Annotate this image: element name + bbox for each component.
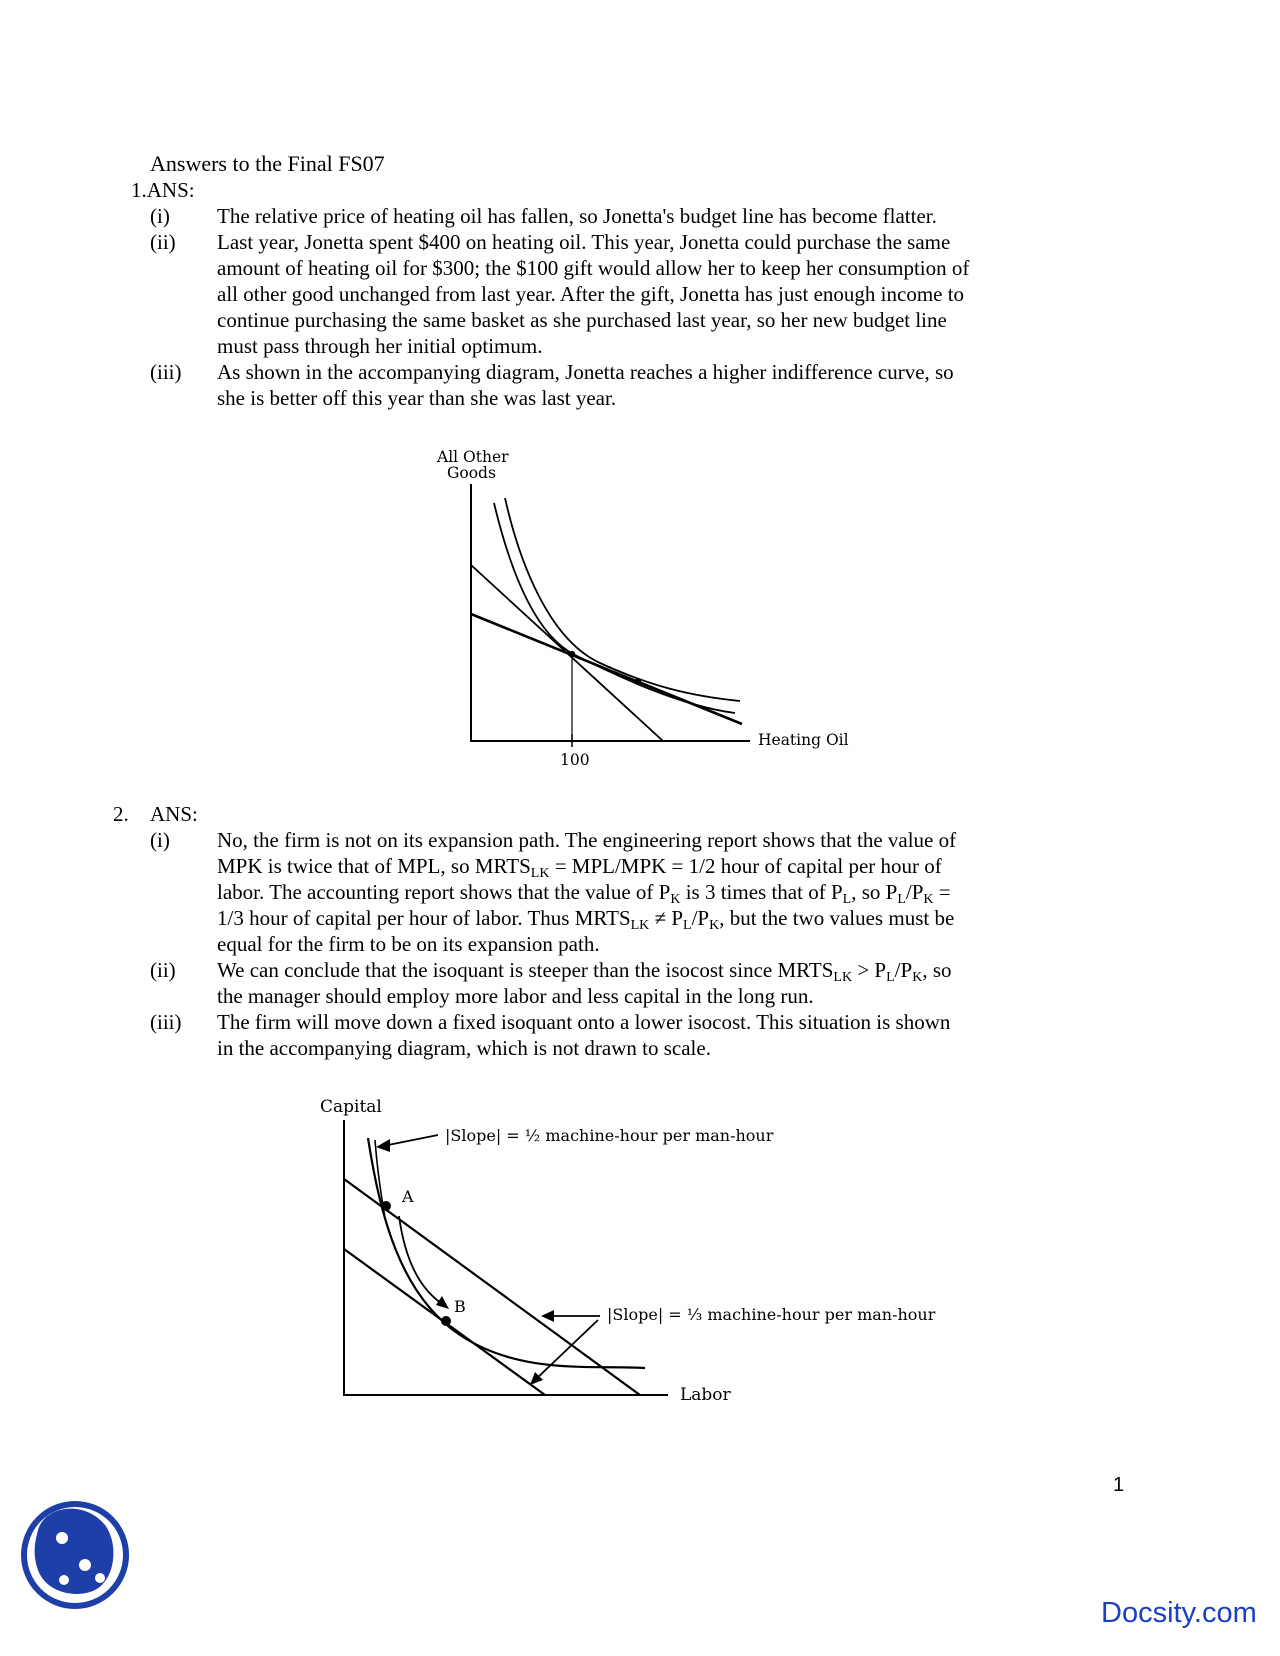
fig1-new-budget-line: [471, 614, 742, 724]
fig1-y-label-line2: Goods: [447, 464, 496, 482]
fig1-initial-optimum-point: [569, 651, 575, 657]
fig1-x-label: Heating Oil: [758, 731, 849, 749]
fig2-x-label: Labor: [680, 1385, 731, 1405]
q2-i-line-3-end: =: [933, 880, 951, 904]
fig2-point-b-marker: [441, 1316, 451, 1326]
fig1-indifference-curve-new: [505, 498, 740, 701]
q2-iii-line-2: in the accompanying diagram, which is not drawn to scale.: [217, 1036, 711, 1060]
fig2-slope-top-leader: [383, 1135, 438, 1146]
logo-dot-1: [56, 1532, 68, 1544]
fig2-point-b-label: B: [454, 1297, 466, 1316]
q2-ii-line-1: [217, 957, 1047, 983]
q1-iii-line-2: she is better off this year than she was last year.: [217, 386, 617, 410]
q1-item-iii-num: (iii): [150, 360, 182, 384]
page-number: 1: [1113, 1474, 1125, 1496]
q1-item-i-num: (i): [150, 204, 170, 228]
logo-dot-3: [59, 1575, 69, 1585]
q1-ii-line-5: must pass through her initial optimum.: [217, 334, 543, 358]
q1-item-ii-num: (ii): [150, 230, 176, 254]
fig2-slope-bottom-leader-2: [535, 1320, 598, 1380]
fig2-isoquant: [368, 1138, 645, 1368]
fig2-isocost-high: [344, 1179, 640, 1395]
fig2-slope-bottom-label: |Slope| = ⅓ machine-hour per man-hour: [607, 1305, 936, 1324]
sub-k-2: K: [923, 892, 934, 907]
q2-ii-line-1-mid: > P: [852, 958, 887, 982]
q2-i-line-3: [217, 879, 1047, 905]
q1-ii-line-4: continue purchasing the same basket as she purchased last year, so her new budget line: [217, 308, 947, 332]
fig2-slope-top-label: |Slope| = ½ machine-hour per man-hour: [445, 1126, 774, 1145]
q2-ii-line-2: the manager should employ more labor and less capital in the long run.: [217, 984, 814, 1008]
fig2-movement-arrowhead: [436, 1296, 449, 1309]
q2-item-ii-num: (ii): [150, 958, 176, 982]
q2-i-line-1: No, the firm is not on its expansion path. The engineering report shows that the value of: [217, 828, 957, 852]
q2-i-line-3-start: labor. The accounting report shows that the value of P: [217, 880, 671, 904]
q2-i-line-2-start: MPK is twice that of MPL, so MRTS: [217, 854, 531, 878]
fig2-y-label: Capital: [320, 1097, 382, 1117]
fig1-y-label-line1: All Other: [437, 448, 509, 466]
sub-k-4: K: [912, 970, 923, 985]
q2-item-iii-text: [217, 1009, 1047, 1061]
fig2-point-a-marker: [381, 1201, 391, 1211]
q2-label: ANS:: [150, 802, 198, 826]
sub-l-4: L: [886, 970, 895, 985]
q2-ii-line-1-start: We can conclude that the isoquant is steeper than the isocost since MRTS: [217, 958, 834, 982]
q2-i-line-3-mid3: /P: [905, 880, 924, 904]
figure-1: [470, 484, 750, 747]
q2-item-i-num: (i): [150, 828, 170, 852]
logo-dot-4: [95, 1573, 105, 1583]
sub-lk-1: LK: [530, 866, 550, 881]
q2-item-i-text: [217, 827, 1047, 957]
q2-i-line-4-mid: ≠ P: [649, 906, 684, 930]
sub-l-3: L: [683, 918, 692, 933]
fig2-slope-top-arrowhead: [376, 1139, 390, 1152]
q1-i-line-1: The relative price of heating oil has fallen, so Jonetta's budget line has become flatter.: [217, 204, 937, 228]
logo-dot-2: [79, 1559, 91, 1571]
q1-iii-line-1: As shown in the accompanying diagram, Jonetta reaches a higher indifference curve, so: [217, 360, 954, 384]
fig1-x-tick-label: 100: [560, 751, 590, 769]
q2-i-line-5: equal for the firm to be on its expansion path.: [217, 932, 600, 956]
docsity-brand-link[interactable]: Docsity.com: [1101, 1597, 1257, 1629]
docsity-logo: [24, 1504, 126, 1606]
sub-k-1: K: [670, 892, 681, 907]
q2-ii-line-1-mid2: /P: [894, 958, 913, 982]
q2-i-line-2: [217, 853, 1047, 879]
sub-l-2: L: [897, 892, 906, 907]
q2-i-line-4-mid2: /P: [691, 906, 710, 930]
q2-number: 2.: [113, 802, 129, 826]
fig2-slope-bottom-arrowhead: [541, 1310, 554, 1322]
q2-i-line-4-start: 1/3 hour of capital per hour of labor. Thus MRTS: [217, 906, 631, 930]
q1-ii-line-3: all other good unchanged from last year. After the gift, Jonetta has just enough income to: [217, 282, 965, 306]
q1-ii-line-2: amount of heating oil for $300; the $100 gift would allow her to keep her consumption of: [217, 256, 970, 280]
q2-ii-line-1-end: , so: [922, 958, 952, 982]
q1-label: 1.ANS:: [131, 178, 195, 202]
fig2-point-a-label: A: [402, 1187, 414, 1206]
q2-i-line-4-end: , but the two values must be: [719, 906, 955, 930]
q2-i-line-2-rest: = MPL/MPK = 1/2 hour of capital per hour of: [549, 854, 942, 878]
q2-i-line-3-mid2: , so P: [851, 880, 898, 904]
figure-2: [343, 1120, 668, 1396]
sub-lk-2: LK: [630, 918, 650, 933]
q1-ii-line-1: Last year, Jonetta spent $400 on heating oil. This year, Jonetta could purchase the same: [217, 230, 951, 254]
q2-item-ii-text: [217, 957, 1047, 1009]
q2-i-line-4: [217, 905, 1047, 931]
fig1-indifference-curve-old: [494, 503, 735, 713]
document-title: Answers to the Final FS07: [150, 151, 385, 176]
q2-i-line-3-mid: is 3 times that of P: [680, 880, 843, 904]
fig2-movement-arrow: [399, 1216, 444, 1305]
fig1-new-optimum-point: [635, 678, 641, 684]
q2-iii-line-1: The firm will move down a fixed isoquant onto a lower isocost. This situation is shown: [217, 1010, 951, 1034]
sub-lk-3: LK: [833, 970, 853, 985]
q2-item-iii-num: (iii): [150, 1010, 182, 1034]
sub-k-3: K: [709, 918, 720, 933]
sub-l-1: L: [842, 892, 852, 907]
